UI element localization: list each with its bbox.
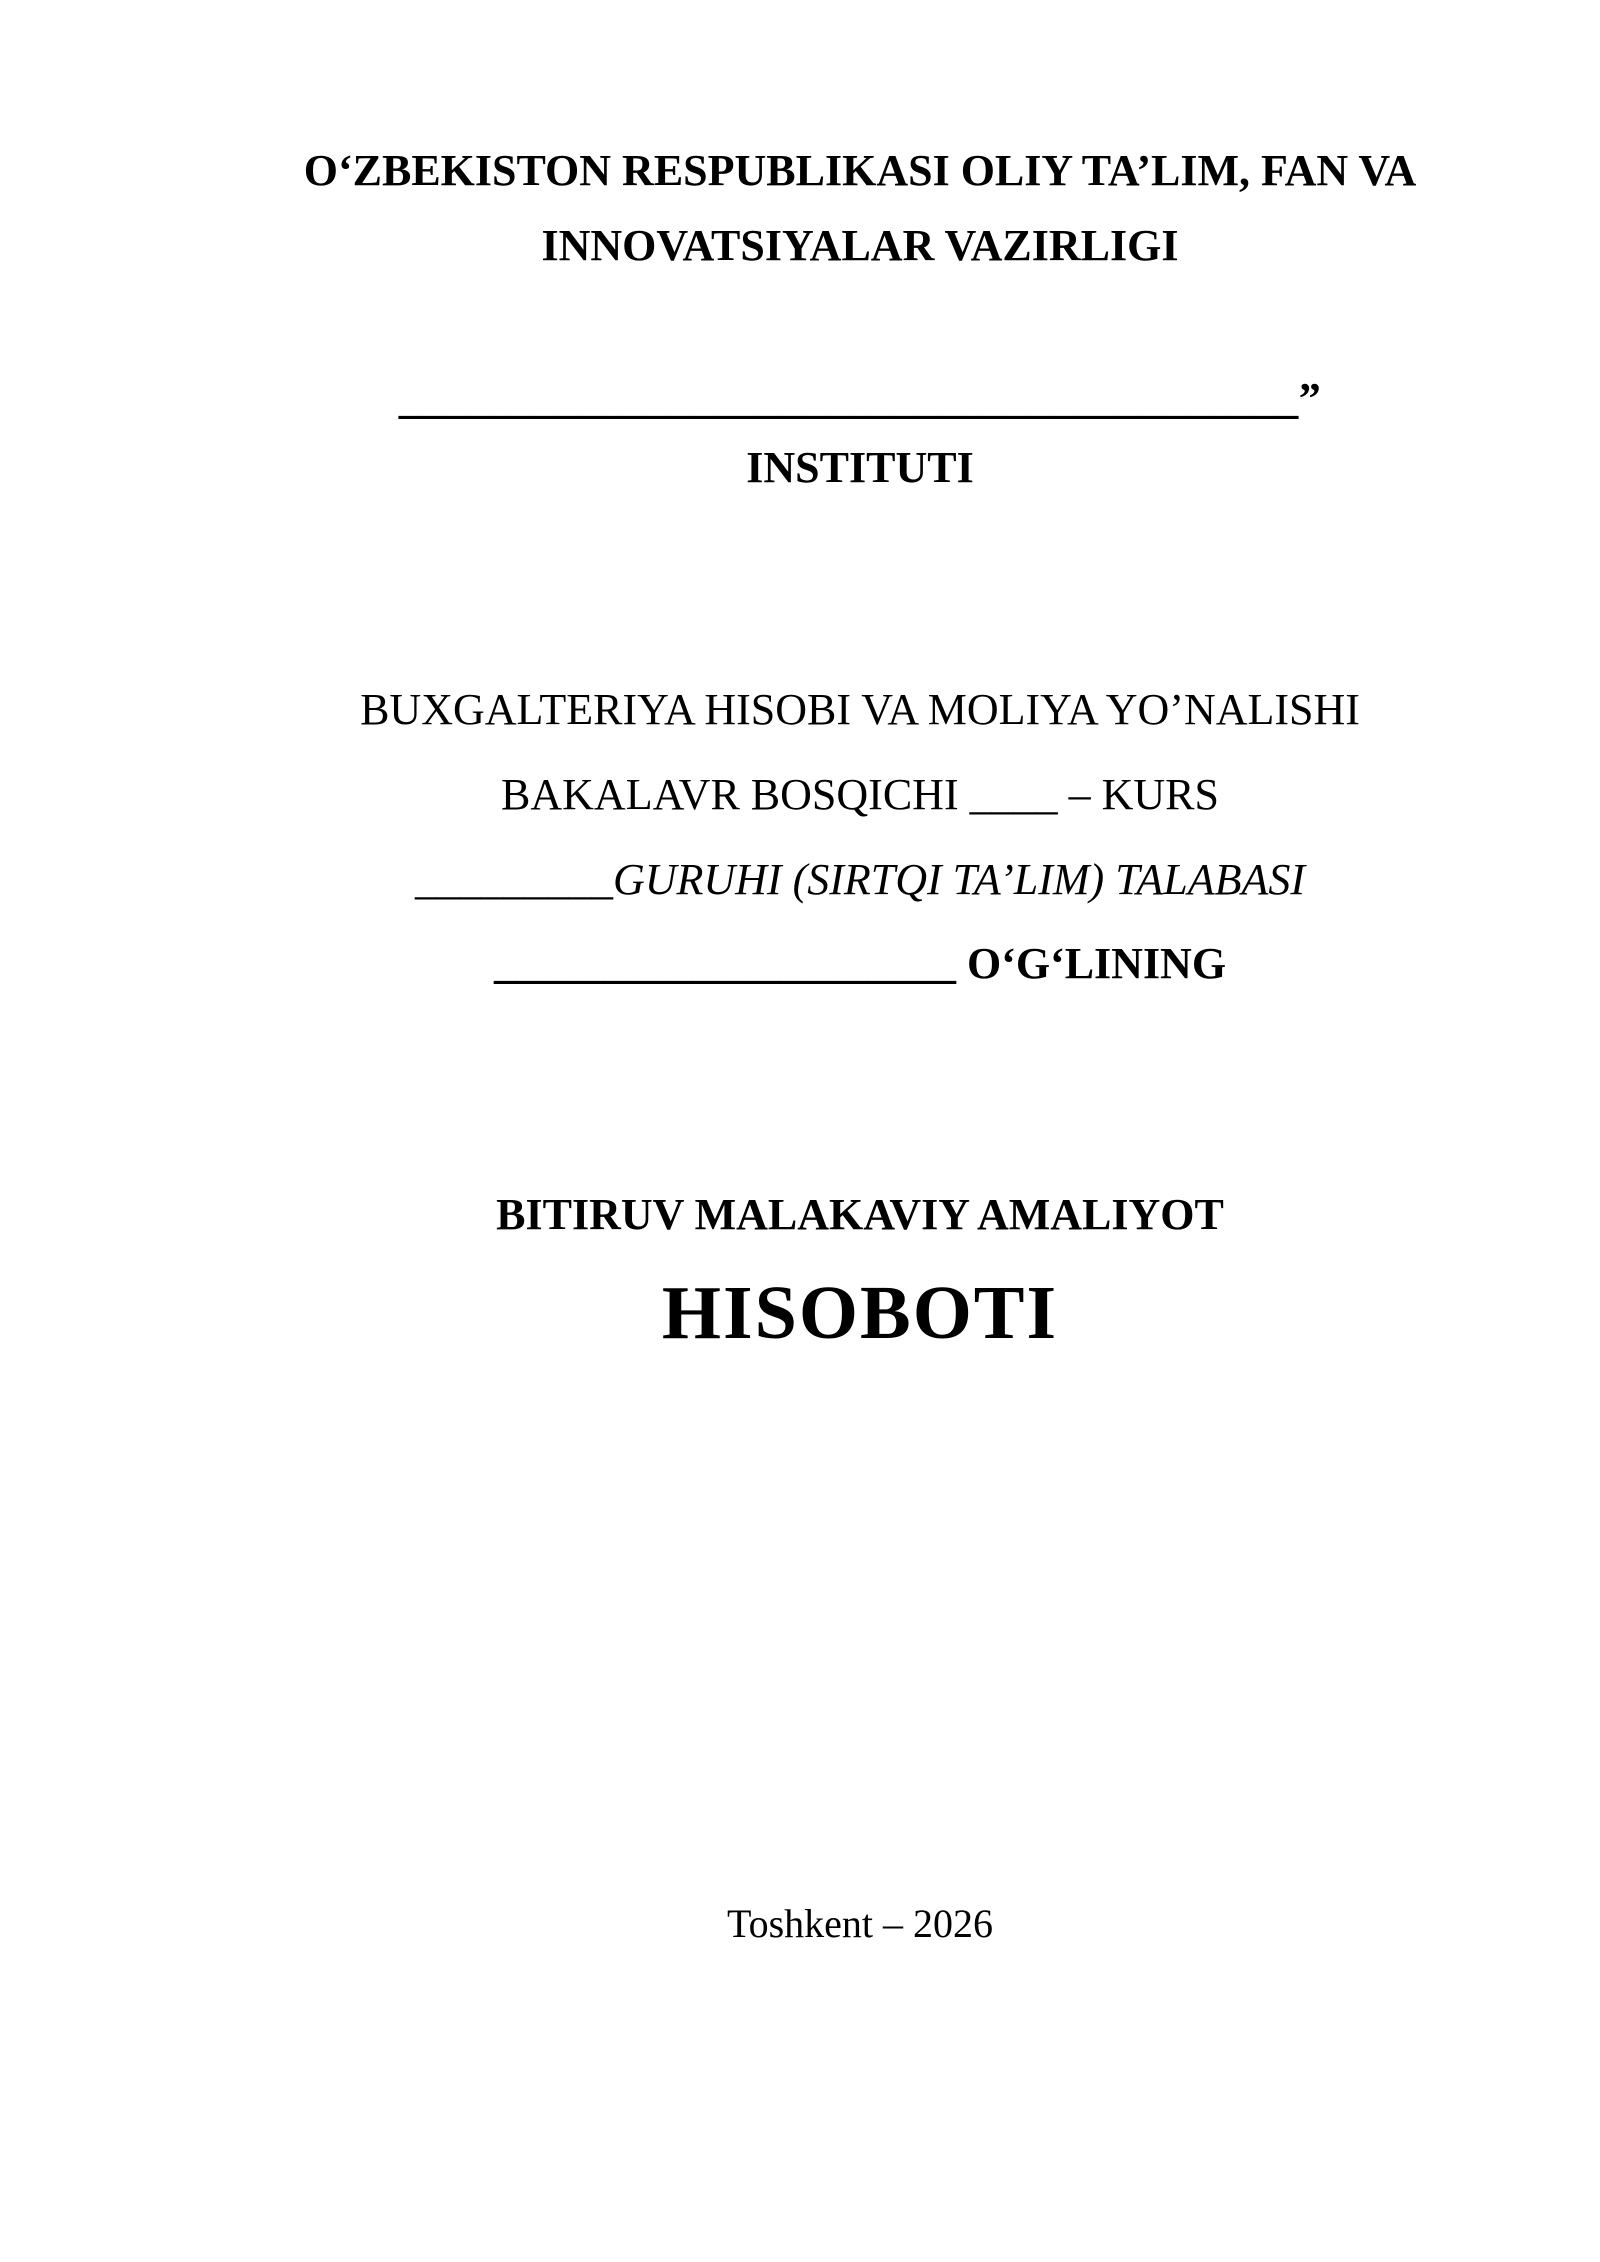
ministry-title-line-2: INNOVATSIYALAR VAZIRLIGI — [541, 221, 1179, 270]
group-line: _________GURUHI (SIRTQI TA’LIM) TALABASI — [414, 855, 1306, 904]
ministry-title-line-1: OʻZBEKISTON RESPUBLIKASI OLIY TA’LIM, FAN VA — [303, 146, 1417, 195]
institution-name-blank-line: ________________________________________” — [398, 374, 1322, 423]
report-title: HISOBOTI — [661, 1271, 1059, 1355]
program-direction-line: BUXGALTERIYA HISOBI VA MOLIYA YO’NALISHI — [360, 685, 1360, 734]
institution-label: INSTITUTI — [746, 443, 974, 492]
report-type-line: BITIRUV MALAKAVIY AMALIYOT — [496, 1190, 1224, 1239]
degree-level-line: BAKALAVR BOSQICHI ____ – KURS — [501, 770, 1219, 819]
city-year-footer: Toshkent – 2026 — [726, 1901, 994, 1946]
student-name-blank-line: _____________________ OʻGʻLINING — [493, 939, 1227, 988]
